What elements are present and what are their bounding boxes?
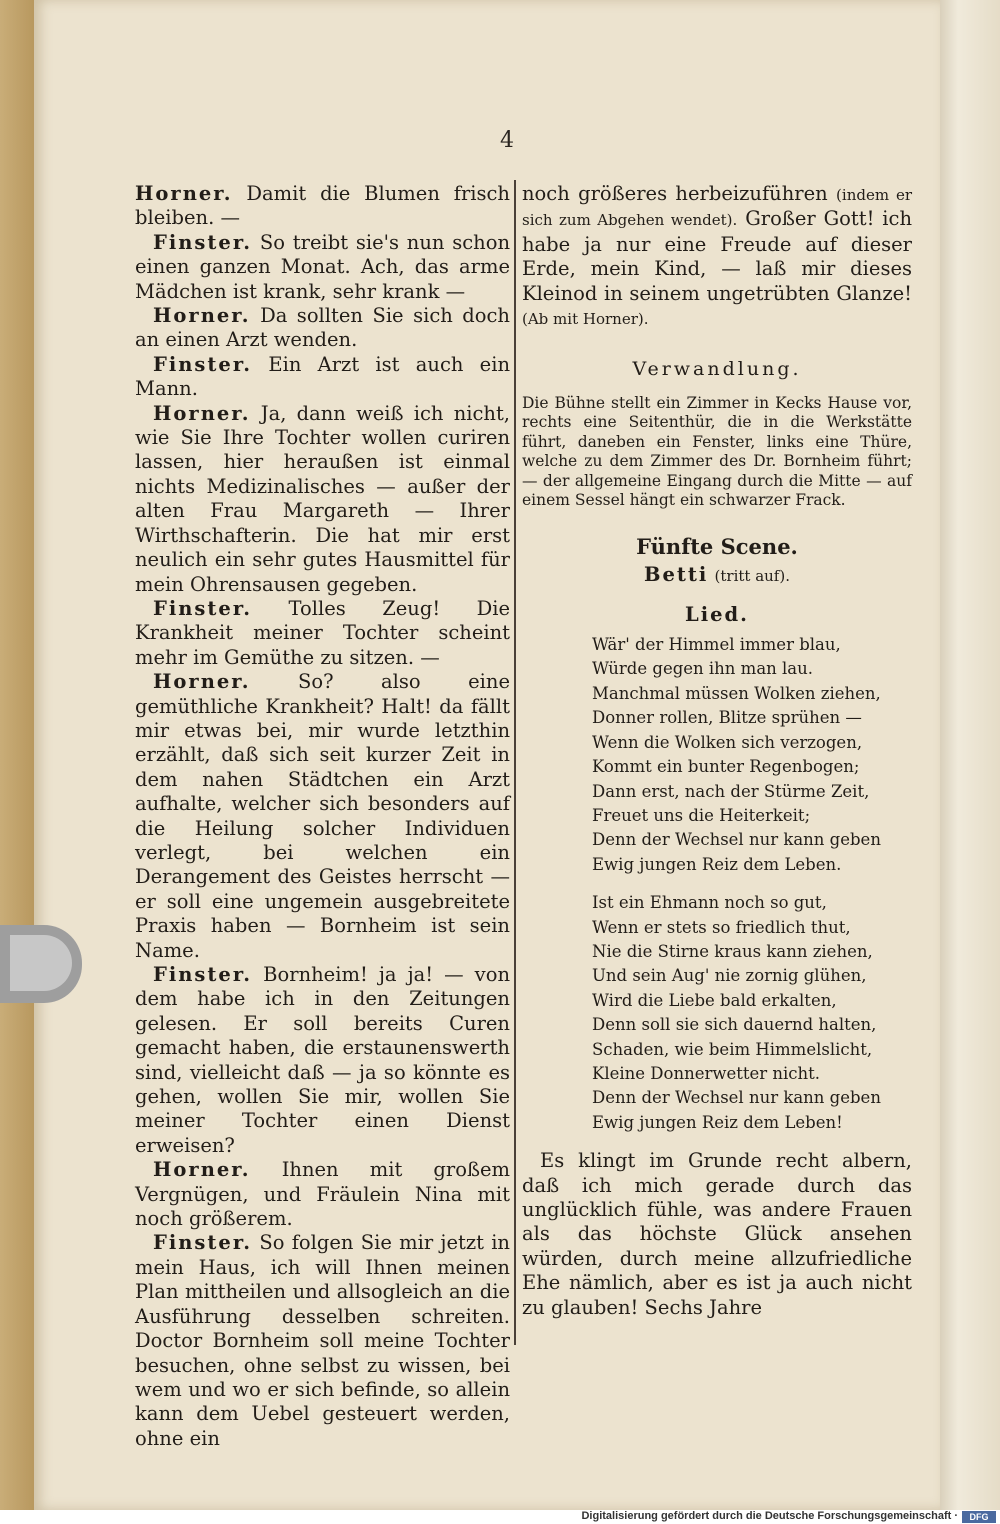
dialogue-line: Horner. Ihnen mit großem Vergnügen, und Fräulein Nina mit noch größerem. [135,1158,511,1231]
next-page-edge [940,0,1000,1510]
verse-line: Dann erst, nach der Stürme Zeit, [592,781,870,801]
character-entrance: Betti (tritt auf). [644,563,790,587]
dialogue-line: Horner. Damit die Blumen frisch bleiben. — [135,182,510,230]
dialogue-continuation: noch größeres herbeizuführen (indem er sich zum Abgehen wendet). Großer Gott! ich habe ja nur eine Freude auf dieser Erde, mein Kind, — laß mir dieses Kleinod in seinem ungetrübten Glanze! (Ab mit Horner). [522,182,913,329]
dialogue-line: Horner. Da sollten Sie sich doch an einen Arzt wenden. [135,304,510,352]
verse-line: Ewig jungen Reiz dem Leben! [592,1112,843,1132]
verse-line: Wenn er stets so friedlich thut, [592,917,851,937]
verse-line: Denn der Wechsel nur kann geben [592,830,881,850]
page-number: 4 [500,128,514,153]
song-stanza-1 [592,633,912,877]
verse-line: Wär' der Himmel immer blau, [592,635,841,655]
song-stanza-2 [592,891,912,1135]
dialogue-line: Finster. Ein Arzt ist auch ein Mann. [135,352,511,401]
verse-line: Würde gegen ihn man lau. [592,659,814,679]
verse-line: Wird die Liebe bald erkalten, [592,990,837,1010]
right-column [522,182,912,1320]
left-column [135,182,510,1451]
verse-line: Kleine Donnerwetter nicht. [592,1063,821,1083]
verse-line: Ewig jungen Reiz dem Leben. [592,854,842,874]
scene-heading: Fünfte Scene. [636,533,798,559]
verse-line: Schaden, wie beim Himmelslicht, [592,1039,873,1059]
digitization-footer [0,1510,1000,1524]
verse-line: Und sein Aug' nie zornig glühen, [592,966,867,986]
funding-credit: Digitalisierung gefördert durch die Deutsche Forschungsgemeinschaft · [581,1510,958,1522]
stage-direction: Die Bühne stellt ein Zimmer in Kecks Hause vor, rechts eine Seitenthür, die in die Werkstätte führt, daneben ein Fenster, links eine Thüre, welche zu dem Zimmer des Dr. Bornheim führt; — der allgemeine Eingang durch die Mitte — auf einem Sessel hängt ein schwarzer Frack. [522,393,912,510]
book-cover-edge [0,0,34,1510]
dialogue-line: Finster. So treibt sie's nun schon einen ganzen Monat. Ach, das arme Mädchen ist krank, sehr krank — [135,230,511,303]
verse-line: Donner rollen, Blitze sprühen — [592,708,862,728]
dialogue-line: Finster. So folgen Sie mir jetzt in mein Haus, ich will Ihnen meinen Plan mittheilen und allsogleich an die Ausführung desselben schreiten. Doctor Bornheim soll meine Tochter besuchen, ohne selbst zu wissen, bei wem und wo er sich befinde, so allein kann dem Uebel gesteuert werden, ohne ein [135,1231,510,1450]
verse-line: Ist ein Ehmann noch so gut, [592,893,827,913]
verse-line: Nie die Stirne kraus kann ziehen, [592,941,873,961]
verse-line: Freuet uns die Heiterkeit; [592,805,811,825]
closing-paragraph: Es klingt im Grunde recht albern, daß ich mich gerade durch das unglücklich fühle, was andere Frauen als das höchste Glück ansehen würden, durch meine allzufriedliche Ehe nämlich, aber es ist ja auch nicht zu glauben! Sechs Jahre [522,1149,912,1319]
verse-line: Manchmal müssen Wolken ziehen, [592,683,881,703]
song-heading: Lied. [685,602,749,626]
page-tab-marker [0,925,82,1003]
transformation-heading: Verwandlung. [632,358,802,381]
verse-line: Denn der Wechsel nur kann geben [592,1088,881,1108]
verse-line: Kommt ein bunter Regenbogen; [592,757,860,777]
dialogue-line: Horner. Ja, dann weiß ich nicht, wie Sie Ihre Tochter wollen curiren lassen, hier heraußen ist einmal nichts Medizinalisches — außer der alten Frau Margareth — Ihrer Wirthschafterin. Die hat mir erst neulich ein sehr gutes Hausmittel für mein Ohrensausen gegeben. [135,401,510,596]
verse-line: Wenn die Wolken sich verzogen, [592,732,863,752]
verse-line: Denn soll sie sich dauernd halten, [592,1015,877,1035]
dialogue-line: Finster. Tolles Zeug! Die Krankheit meiner Tochter scheint mehr im Gemüthe zu sitzen. — [135,596,510,669]
dialogue-line: Horner. So? also eine gemüthliche Krankheit? Halt! da fällt mir etwas bei, mir wurde letzthin erzählt, daß sich seit kurzer Zeit in dem nahen Städtchen ein Arzt aufhalte, welcher sich besonders auf die Heilung solcher Individuen verlegt, bei welchen ein Derangement des Geistes herrscht — er soll eine ungemein ausgebreitete Praxis haben — Bornheim ist sein Name. [135,670,510,962]
dialogue-line: Finster. Bornheim! ja ja! — von dem habe ich in den Zeitungen gelesen. Er soll bereits Curen gemacht haben, die erstaunenswerth sind, vielleicht daß — ja so könnte es gehen, wollen Sie mir, wollen Sie meiner Tochter einen Dienst erweisen? [135,963,510,1157]
column-divider [514,180,516,1345]
dfg-logo: DFG [962,1511,996,1523]
